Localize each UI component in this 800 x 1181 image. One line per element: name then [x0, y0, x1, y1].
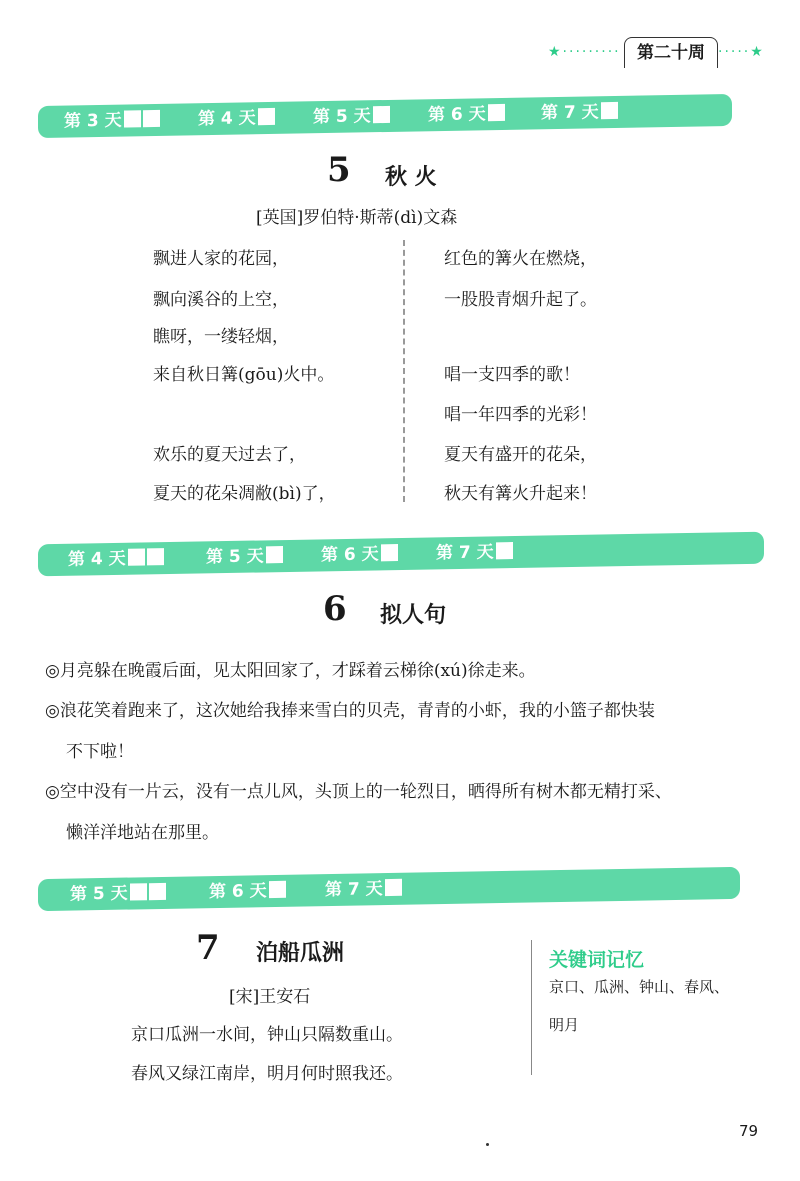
day-checkbox-label: 第 5 天 [70, 881, 166, 907]
column-divider [403, 240, 405, 502]
page-number: 79 [739, 1122, 759, 1140]
sentence-line: 不下啦！ [66, 742, 134, 762]
day-checkbox-label: 第 7 天 [436, 540, 513, 565]
keyword-line: 京口、瓜洲、钟山、春风、 [549, 978, 730, 996]
check-box [488, 104, 505, 121]
poem-line: 一股股青烟升起了。 [444, 290, 597, 310]
poem-line: 唱一年四季的光彩！ [444, 405, 597, 425]
check-box [258, 108, 275, 125]
section-number: 5 [327, 150, 351, 190]
poem-line: 来自秋日篝(gōu)火中。 [153, 365, 335, 385]
poem-title: 泊船瓜洲 [256, 941, 345, 966]
section-number: 6 [323, 589, 347, 629]
header-deco-right: ·····★ [718, 44, 765, 60]
day-checkbox-label: 第 6 天 [428, 102, 505, 127]
check-box [124, 110, 141, 127]
poem-line: 瞧呀，一缕轻烟， [153, 327, 289, 347]
section-title: 拟人句 [380, 603, 447, 628]
day-band-1 [38, 94, 732, 138]
sentence-line: 懒洋洋地站在那里。 [66, 823, 219, 843]
poem-line: 京口瓜洲一水间，钟山只隔数重山。 [131, 1025, 403, 1045]
sentence-line: ◎浪花笑着跑来了，这次她给我捧来雪白的贝壳，青青的小虾，我的小篮子都快装 [45, 701, 655, 721]
check-box [373, 106, 390, 123]
day-checkbox-label: 第 7 天 [541, 100, 618, 125]
check-box [269, 881, 286, 898]
poem-line: 夏天有盛开的花朵， [444, 445, 597, 465]
poem-line: 红色的篝火在燃烧， [444, 249, 597, 269]
header-deco-left: ★········· [548, 44, 621, 60]
week-label: 第二十周 [624, 37, 718, 68]
keyword-title: 关键词记忆 [549, 949, 645, 971]
day-checkbox-label: 第 6 天 [321, 542, 398, 567]
check-box [149, 883, 166, 900]
check-box [143, 110, 160, 127]
check-box [381, 544, 398, 561]
check-box [496, 542, 513, 559]
print-dot [486, 1143, 489, 1146]
poem-line: 秋天有篝火升起来！ [444, 484, 597, 504]
day-checkbox-label: 第 4 天 [68, 546, 164, 572]
day-checkbox-label: 第 7 天 [325, 877, 402, 902]
check-box [266, 546, 283, 563]
section-number: 7 [196, 928, 220, 968]
keyword-rule [531, 940, 532, 1075]
poem-line: 欢乐的夏天过去了， [153, 445, 306, 465]
check-box [130, 883, 147, 900]
day-band-3 [38, 867, 740, 911]
day-band-2 [38, 532, 764, 577]
poem-author: [英国]罗伯特·斯蒂(dì)文森 [256, 208, 458, 228]
poem-line: 春风又绿江南岸，明月何时照我还。 [131, 1064, 403, 1084]
poem-title: 秋 火 [385, 165, 437, 190]
check-box [385, 879, 402, 896]
day-checkbox-label: 第 5 天 [206, 544, 283, 569]
sentence-line: ◎空中没有一片云，没有一点儿风，头顶上的一轮烈日，晒得所有树木都无精打采、 [45, 782, 672, 802]
day-checkbox-label: 第 3 天 [64, 108, 160, 134]
day-checkbox-label: 第 4 天 [198, 106, 275, 131]
poem-author: [宋]王安石 [229, 987, 311, 1007]
keyword-line: 明月 [549, 1016, 580, 1034]
check-box [128, 548, 145, 565]
check-box [601, 102, 618, 119]
poem-line: 飘向溪谷的上空， [153, 290, 289, 310]
day-checkbox-label: 第 6 天 [209, 879, 286, 904]
poem-line: 夏天的花朵凋敝(bì)了， [153, 484, 336, 504]
poem-line: 唱一支四季的歌！ [444, 365, 580, 385]
sentence-line: ◎月亮躲在晚霞后面，见太阳回家了，才踩着云梯徐(xú)徐走来。 [45, 661, 536, 681]
day-checkbox-label: 第 5 天 [313, 104, 390, 129]
poem-line: 飘进人家的花园， [153, 249, 289, 269]
check-box [147, 548, 164, 565]
